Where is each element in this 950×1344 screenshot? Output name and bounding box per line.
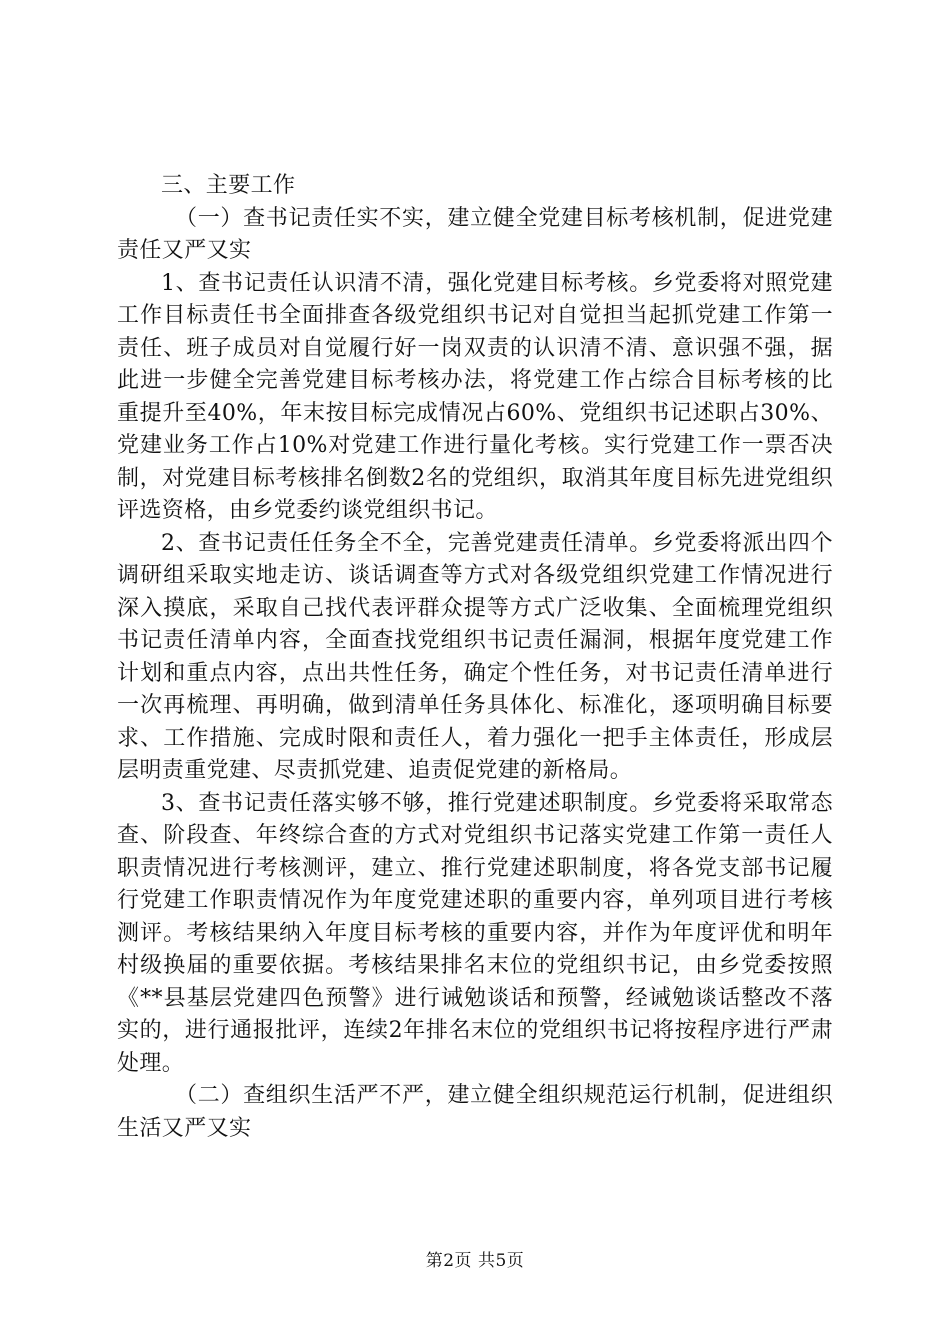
sub-heading-one: （一）查书记责任实不实，建立健全党建目标考核机制，促进党建责任又严又实 bbox=[117, 205, 833, 263]
body-paragraph-three: 3、查书记责任落实够不够，推行党建述职制度。乡党委将采取常态查、阶段查、年终综合查的方式对党组织书记落实党建工作第一责任人职责情况进行考核测评，建立、推行党建述职制度，将各党支部书记履行党建工作职责情况作为年度党建述职的重要内容，单列项目进行考核测评。考核结果纳入年度目标考核的重要内容，并作为年度评优和明年村级换届的重要依据。考核结果排名末位的党组织书记，由乡党委按照《**县基层党建四色预警》进行诫勉谈话和预警，经诫勉谈话整改不落实的，进行通报批评，连续2年排名末位的党组织书记将按程序进行严肃处理。 bbox=[117, 790, 833, 1076]
section-title: 三、主要工作 bbox=[161, 173, 296, 198]
sub-heading-two: （二）查组织生活严不严，建立健全组织规范运行机制，促进组织生活又严又实 bbox=[117, 1083, 833, 1141]
body-paragraph-two: 2、查书记责任任务全不全，完善党建责任清单。乡党委将派出四个调研组采取实地走访、谈话调查等方式对各级党组织党建工作情况进行深入摸底，采取自己找代表评群众提等方式广泛收集、全面梳理党组织书记责任清单内容，全面查找党组织书记责任漏洞，根据年度党建工作计划和重点内容，点出共性任务，确定个性任务，对书记责任清单进行一次再梳理、再明确，做到清单任务具体化、标准化，逐项明确目标要求、工作措施、完成时限和责任人，着力强化一把手主体责任，形成层层明责重党建、尽责抓党建、追责促党建的新格局。 bbox=[117, 530, 833, 783]
body-paragraph-one: 1、查书记责任认识清不清，强化党建目标考核。乡党委将对照党建工作目标责任书全面排查各级党组织书记对自觉担当起抓党建工作第一责任、班子成员对自觉履行好一岗双责的认识清不清、意识强不强，据此进一步健全完善党建目标考核办法，将党建工作占综合目标考核的比重提升至40%，年末按目标完成情况占60%、党组织书记述职占30%、党建业务工作占10%对党建工作进行量化考核。实行党建工作一票否决制，对党建目标考核排名倒数2名的党组织，取消其年度目标先进党组织评选资格，由乡党委约谈党组织书记。 bbox=[117, 270, 833, 523]
document-body bbox=[117, 170, 833, 1145]
page-number-footer: 第2页 共5页 bbox=[425, 1251, 525, 1271]
